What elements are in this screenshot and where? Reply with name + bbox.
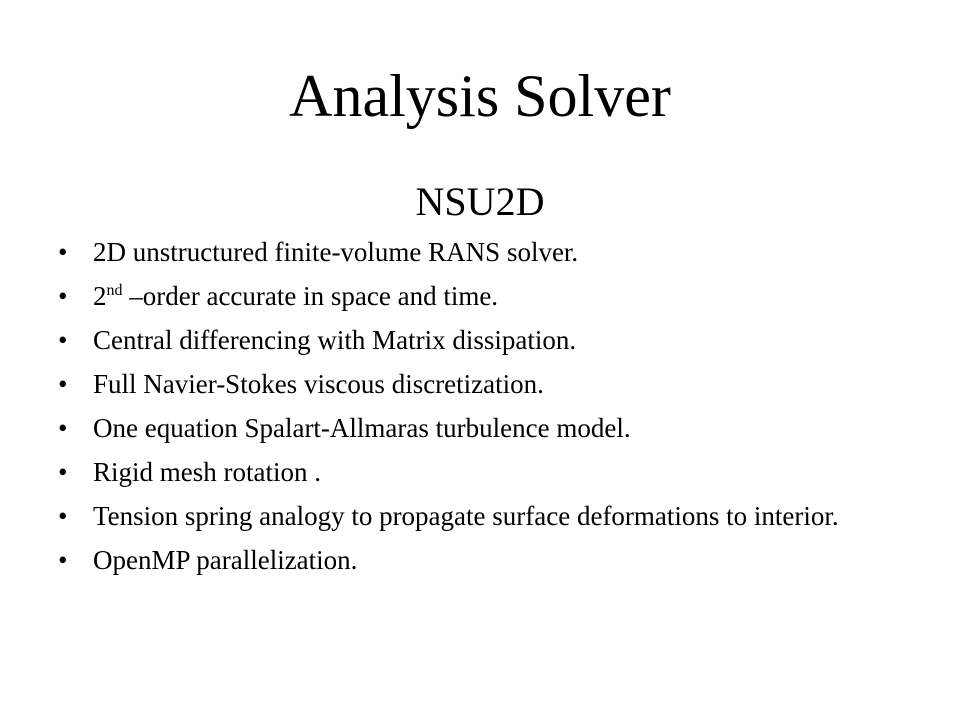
slide-title: Analysis Solver <box>289 63 671 129</box>
bullet-icon: • <box>58 501 68 531</box>
bullet-icon: • <box>58 413 68 443</box>
bullet-icon: • <box>58 325 68 355</box>
bullet-text: One equation Spalart-Allmaras turbulence model. <box>93 413 631 443</box>
bullet-text-prefix: 2 <box>93 281 107 311</box>
bullet-item <box>58 368 888 401</box>
slide-subtitle: NSU2D <box>415 179 545 224</box>
bullet-text: Rigid mesh rotation . <box>93 457 321 487</box>
bullet-item <box>58 500 888 533</box>
bullet-icon: • <box>58 545 68 575</box>
bullet-icon: • <box>58 369 68 399</box>
bullet-text-superscript: nd <box>106 282 123 299</box>
bullet-item <box>58 324 888 357</box>
bullet-item <box>58 456 888 489</box>
bullet-icon: • <box>58 457 68 487</box>
bullet-text: 2D unstructured finite-volume RANS solver. <box>93 237 579 267</box>
bullet-list <box>58 236 888 588</box>
bullet-item <box>58 236 888 269</box>
bullet-text: Full Navier-Stokes viscous discretization. <box>93 369 544 399</box>
bullet-icon: • <box>58 237 68 267</box>
bullet-icon: • <box>58 281 68 311</box>
bullet-item <box>58 412 888 445</box>
bullet-item <box>58 544 888 577</box>
bullet-text: Tension spring analogy to propagate surface deformations to interior. <box>93 501 839 531</box>
bullet-text: OpenMP parallelization. <box>93 545 358 575</box>
bullet-text-suffix: –order accurate in space and time. <box>122 281 499 311</box>
bullet-item <box>58 280 888 313</box>
bullet-text: Central differencing with Matrix dissipation. <box>93 325 577 355</box>
